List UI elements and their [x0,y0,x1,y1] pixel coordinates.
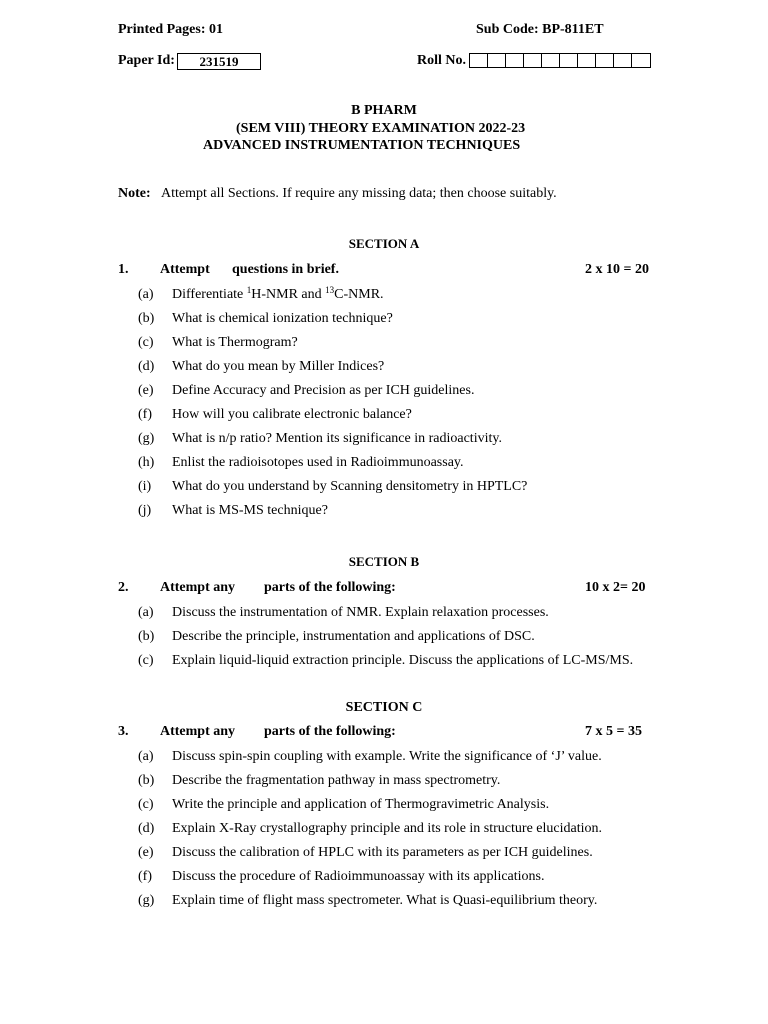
item-label: (e) [138,845,154,860]
note-text: Attempt all Sections. If require any missing data; then choose suitably. [161,186,557,201]
list-item [138,431,502,447]
item-text: What is MS-MS technique? [172,503,328,518]
list-item [138,821,602,837]
question-2-number: 2. [118,580,129,595]
section-c-heading: SECTION C [345,700,423,715]
item-text: How will you calibrate electronic balance? [172,407,412,422]
item-text: Enlist the radioisotopes used in Radioimmunoassay. [172,455,464,470]
item-label: (i) [138,479,152,494]
item-text: What do you understand by Scanning densitometry in HPTLC? [172,479,528,494]
item-label: (j) [138,503,152,518]
item-text: Discuss the instrumentation of NMR. Explain relaxation processes. [172,605,549,620]
question-2-instruction-start: Attempt any [160,580,236,595]
item-text: Discuss spin-spin coupling with example. Write the significance of ‘J’ value. [172,749,602,764]
roll-no-boxes[interactable] [469,53,651,68]
item-text: Explain time of flight mass spectrometer. What is Quasi-equilibrium theory. [172,893,598,908]
question-1-marks: 2 x 10 = 20 [585,262,649,277]
list-item [138,503,328,519]
roll-digit-box[interactable] [559,53,577,68]
sub-code: Sub Code: BP-811ET [476,22,604,37]
item-label: (c) [138,653,154,668]
item-label: (h) [138,455,155,470]
item-text: What is n/p ratio? Mention its significance in radioactivity. [172,431,502,446]
list-item [138,749,602,765]
item-label: (c) [138,797,154,812]
question-1-number: 1. [118,262,129,277]
list-item [138,653,633,669]
roll-digit-box[interactable] [613,53,631,68]
item-text: Differentiate $^1$H-NMR and $^{13}$C-NMR. [172,285,384,302]
item-text: What is Thermogram? [172,335,298,350]
question-2-marks: 10 x 2= 20 [585,580,646,595]
roll-no-label: Roll No. [417,53,466,68]
question-3-instruction-end: parts of the following: [264,724,396,739]
roll-digit-box[interactable] [631,53,651,68]
exam-title-subject: ADVANCED INSTRUMENTATION TECHNIQUES [203,138,521,153]
item-text: Describe the fragmentation pathway in mass spectrometry. [172,773,501,788]
roll-digit-box[interactable] [541,53,559,68]
question-2-instruction-end: parts of the following: [264,580,396,595]
item-label: (g) [138,431,155,446]
item-label: (a) [138,749,154,764]
list-item [138,797,549,813]
printed-pages: Printed Pages: 01 [118,22,223,37]
item-label: (d) [138,821,155,836]
list-item [138,479,527,495]
exam-title-course: B PHARM [351,103,417,118]
item-text: What do you mean by Miller Indices? [172,359,385,374]
roll-digit-box[interactable] [523,53,541,68]
item-label: (g) [138,893,155,908]
item-text: Describe the principle, instrumentation and applications of DSC. [172,629,535,644]
list-item [138,287,384,303]
item-label: (c) [138,335,154,350]
question-1-instruction-end: questions in brief. [232,262,339,277]
list-item [138,359,384,375]
item-label: (f) [138,869,152,884]
list-item [138,455,464,471]
roll-digit-box[interactable] [469,53,487,68]
list-item [138,869,545,885]
section-b-heading: SECTION B [348,554,420,569]
question-3-instruction-start: Attempt any [160,724,236,739]
list-item [138,893,597,909]
paper-id-box: 231519 [177,53,261,70]
question-1-instruction-start: Attempt [160,262,210,277]
list-item [138,383,474,399]
item-label: (b) [138,629,155,644]
item-text: Explain liquid-liquid extraction principle. Discuss the applications of LC-MS/MS. [172,653,634,668]
list-item [138,311,393,327]
list-item [138,845,593,861]
question-3-number: 3. [118,724,129,739]
item-label: (d) [138,359,155,374]
roll-digit-box[interactable] [577,53,595,68]
item-label: (a) [138,605,154,620]
list-item [138,773,500,789]
item-label: (b) [138,773,155,788]
item-text: What is chemical ionization technique? [172,311,393,326]
item-label: (e) [138,383,154,398]
item-text: Discuss the procedure of Radioimmunoassay with its applications. [172,869,545,884]
paper-id-label: Paper Id: [118,53,175,68]
item-text: Explain X-Ray crystallography principle and its role in structure elucidation. [172,821,602,836]
item-label: (f) [138,407,152,422]
list-item [138,629,535,645]
roll-digit-box[interactable] [487,53,505,68]
list-item [138,605,549,621]
item-text: Write the principle and application of Thermogravimetric Analysis. [172,797,550,812]
roll-digit-box[interactable] [505,53,523,68]
exam-title-session: (SEM VIII) THEORY EXAMINATION 2022-23 [236,121,526,136]
question-3-marks: 7 x 5 = 35 [585,724,642,739]
list-item [138,407,412,423]
item-text: Define Accuracy and Precision as per ICH guidelines. [172,383,475,398]
list-item [138,335,298,351]
item-label: (a) [138,287,154,302]
section-a-heading: SECTION A [348,236,420,251]
roll-digit-box[interactable] [595,53,613,68]
item-label: (b) [138,311,155,326]
note-label: Note: [118,186,151,201]
item-text: Discuss the calibration of HPLC with its parameters as per ICH guidelines. [172,845,593,860]
